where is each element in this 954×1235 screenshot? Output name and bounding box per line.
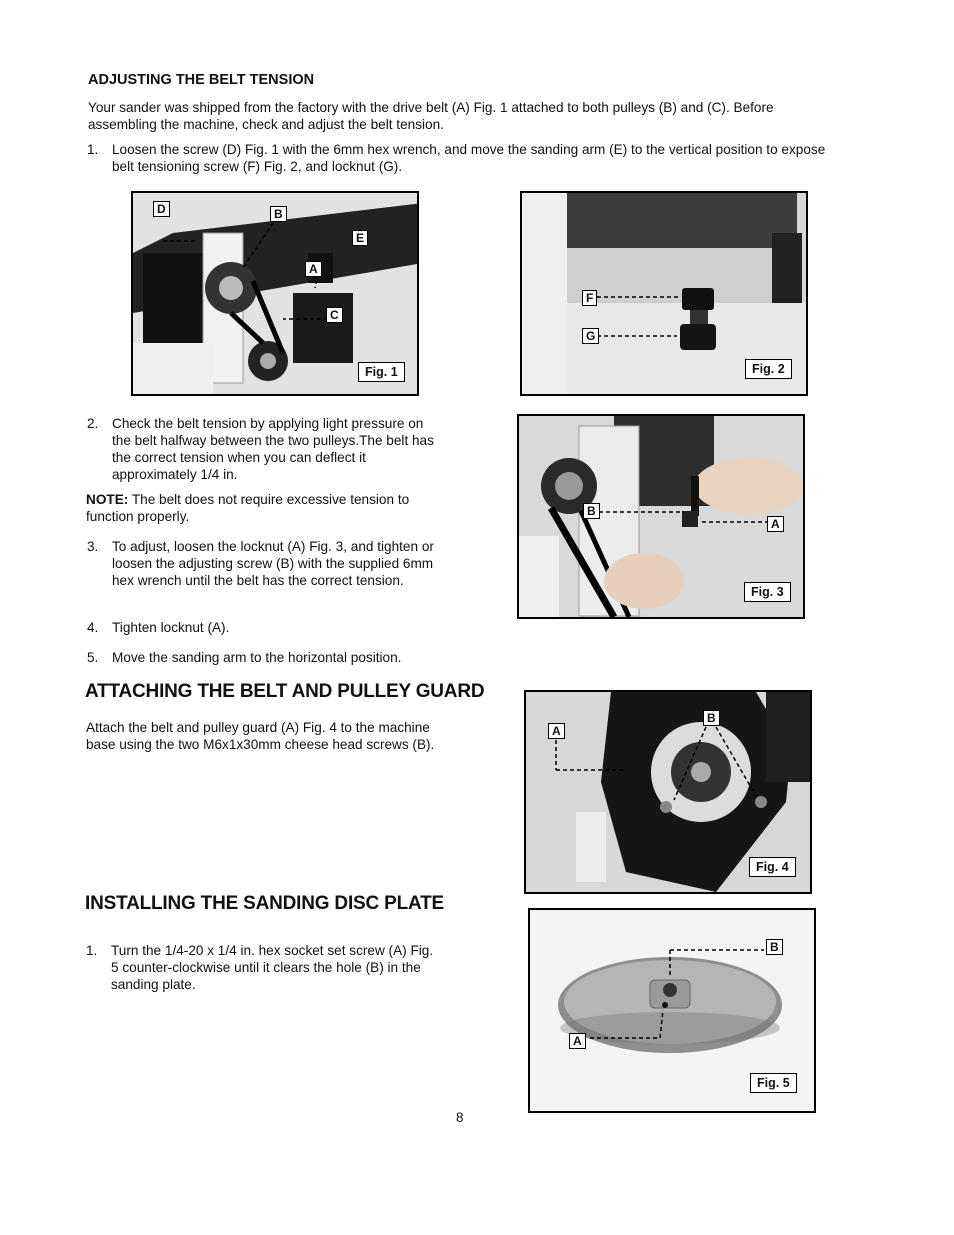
step-text: Loosen the screw (D) Fig. 1 with the 6mm hex wrench, and move the sanding arm (E) to the vertical position to expose belt tensioning screw (F) Fig. 2, and locknut (G). xyxy=(112,142,826,174)
figure-label-d: D xyxy=(153,201,170,217)
section-heading-belt-pulley-guard: ATTACHING THE BELT AND PULLEY GUARD xyxy=(85,681,485,702)
section-heading-belt-tension: ADJUSTING THE BELT TENSION xyxy=(88,72,315,88)
figure-caption: Fig. 1 xyxy=(358,362,405,382)
figure-2-photo xyxy=(520,191,808,396)
figure-label-a: A xyxy=(305,261,322,277)
step-number: 3. xyxy=(87,539,99,554)
figure-label-b: B xyxy=(703,710,720,726)
step-text: Tighten locknut (A). xyxy=(112,620,230,635)
step-number: 1. xyxy=(86,943,98,958)
figure-label-f: F xyxy=(582,290,597,306)
section-heading-sanding-disc-plate: INSTALLING THE SANDING DISC PLATE xyxy=(85,893,444,914)
note-paragraph xyxy=(86,491,438,525)
figure-label-b: B xyxy=(766,939,783,955)
figure-label-e: E xyxy=(352,230,368,246)
figure-3-photo xyxy=(517,414,805,619)
figure-label-b: B xyxy=(583,503,600,519)
figure-caption: Fig. 3 xyxy=(744,582,791,602)
step-text: Move the sanding arm to the horizontal position. xyxy=(112,650,402,665)
figure-1-photo xyxy=(131,191,419,396)
step-text: Check the belt tension by applying light pressure on the belt halfway between the two pulleys.The belt has the correct tension when you can deflect it approximately 1/4 in. xyxy=(112,416,434,482)
disc-step-1 xyxy=(86,942,438,993)
page-number: 8 xyxy=(456,1110,464,1125)
figure-label-a: A xyxy=(569,1033,586,1049)
step-1 xyxy=(87,141,827,175)
step-number: 4. xyxy=(87,620,99,635)
step-number: 1. xyxy=(87,142,99,157)
figure-caption: Fig. 4 xyxy=(749,857,796,877)
figure-caption: Fig. 2 xyxy=(745,359,792,379)
figure-label-c: C xyxy=(326,307,343,323)
step-number: 2. xyxy=(87,416,99,431)
note-label: NOTE: xyxy=(86,492,129,507)
step-number: 5. xyxy=(87,650,99,665)
figure-caption: Fig. 5 xyxy=(750,1073,797,1093)
figure-label-b: B xyxy=(270,206,287,222)
figure-label-g: G xyxy=(582,328,599,344)
figure-4-photo xyxy=(524,690,812,894)
step-text: To adjust, loosen the locknut (A) Fig. 3, and tighten or loosen the adjusting screw (B) with the supplied 6mm hex wrench until the belt has the correct tension. xyxy=(112,539,434,588)
step-text: Turn the 1/4-20 x 1/4 in. hex socket set screw (A) Fig. 5 counter-clockwise until it clears the hole (B) in the sanding plate. xyxy=(111,943,434,992)
intro-paragraph: Your sander was shipped from the factory with the drive belt (A) Fig. 1 attached to both pulleys (B) and (C). Before assembling the machine, check and adjust the belt tension. xyxy=(88,100,774,132)
step-2 xyxy=(87,415,442,483)
figure-label-a: A xyxy=(767,516,784,532)
guard-paragraph: Attach the belt and pulley guard (A) Fig. 4 to the machine base using the two M6x1x30mm cheese head screws (B). xyxy=(86,720,435,752)
step-3 xyxy=(87,538,439,589)
note-text: The belt does not require excessive tension to function properly. xyxy=(86,492,410,524)
step-5 xyxy=(87,649,439,666)
figure-label-a: A xyxy=(548,723,565,739)
step-4 xyxy=(87,619,439,636)
figure-5-photo xyxy=(528,908,816,1113)
